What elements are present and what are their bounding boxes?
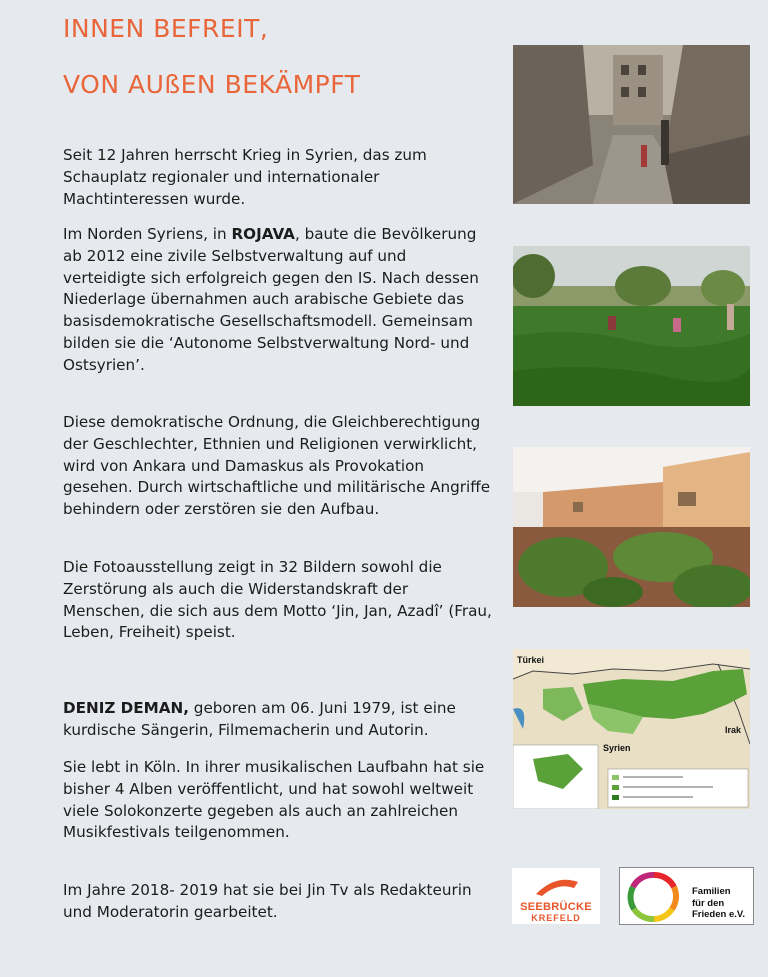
photo-village-garden [513, 447, 750, 607]
seebruecke-name: SEEBRÜCKE [520, 901, 592, 913]
rojava-label: ROJAVA [231, 225, 295, 243]
map-label-syria: Syrien [603, 743, 631, 753]
familien-text: Familien für den Frieden e.V. [692, 886, 745, 920]
map-north-east-syria [513, 649, 750, 809]
paragraph-war-intro: Seit 12 Jahren herrscht Krieg in Syrien, das zum Schauplatz regionaler und internationaler Machtinteressen wurde. [63, 146, 427, 208]
map-label-iraq: Irak [725, 725, 742, 735]
map-label-turkey: Türkei [517, 655, 545, 665]
paragraph-democratic-order: Diese demokratische Ordnung, die Gleichberechtigung der Geschlechter, Ethnien und Religionen verwirklicht, wird von Ankara und Damaskus als Provokation gesehen. Durch wirtschaftliche und militärische Angriffe behindern oder zerstören sie den Aufbau. [63, 413, 491, 519]
photo-field-workers [513, 246, 750, 406]
seebruecke-krefeld-logo [512, 868, 600, 924]
photo-destroyed-street [513, 45, 750, 204]
paragraph-career: Sie lebt in Köln. In ihrer musikalischen Laufbahn hat sie bisher 4 Alben veröffentlicht, und hat sowohl weltweit viele Solokonzerte gegeben als auch an zahlreichen Musikfestivals teilgenommen. [63, 758, 485, 842]
title-line-1: INNEN BEFREIT, [63, 14, 269, 43]
paragraph-deniz-deman: DENIZ DEMAN, geboren am 06. Juni 1979, ist eine kurdische Sängerin, Filmemacherin und Autorin. [63, 699, 456, 739]
paragraph-jin-tv: Im Jahre 2018- 2019 hat sie bei Jin Tv als Redakteurin und Moderatorin gearbeitet. [63, 881, 472, 921]
seebruecke-city: KREFELD [531, 913, 581, 923]
paragraph-exhibition: Die Fotoausstellung zeigt in 32 Bildern sowohl die Zerstörung als auch die Widerstandskraft der Menschen, die sich aus dem Motto ‘Jin, Jan, Azadî’ (Frau, Leben, Freiheit) speist. [63, 558, 492, 642]
artist-name: DENIZ DEMAN, [63, 699, 189, 717]
title-line-2: VON AUßEN BEKÄMPFT [63, 70, 361, 99]
familien-fuer-den-frieden-logo [619, 867, 754, 925]
paragraph-rojava: Im Norden Syriens, in ROJAVA, baute die Bevölkerung ab 2012 eine zivile Selbstverwaltung auf und verteidigte sich erfolgreich gegen den IS. Nach dessen Niederlage übernahmen auch arabische Gebiete das basisdemokratische Gesellschaftsmodell. Gemeinsam bilden sie die ‘Autonome Selbstverwaltung Nord- und Ostsyrien’. [63, 225, 479, 374]
